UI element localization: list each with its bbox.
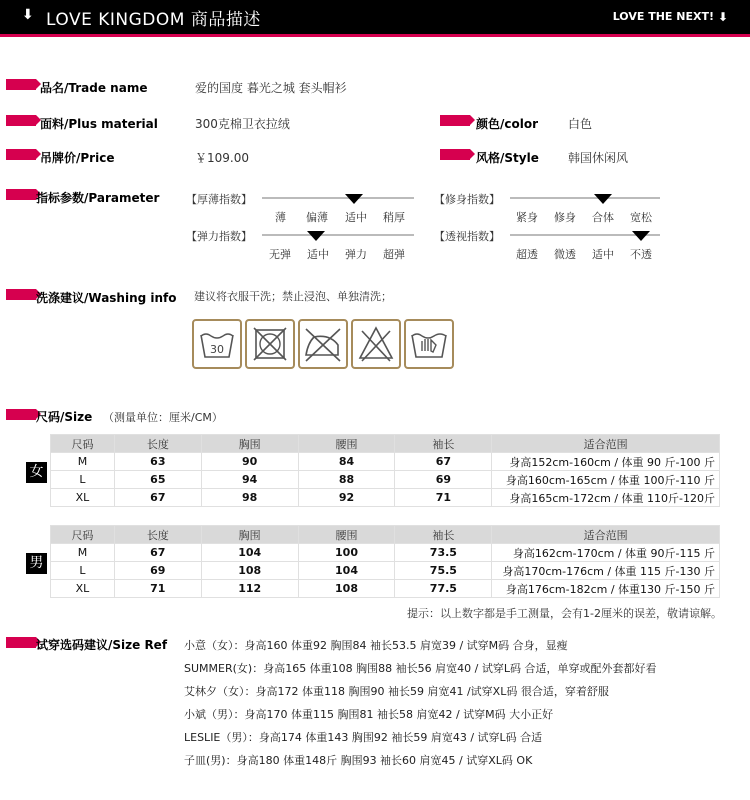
- waist-cell: 108: [298, 580, 395, 598]
- elasticity-opt: 弹力: [345, 248, 367, 261]
- fit-scale: [510, 197, 660, 199]
- elasticity-opt: 适中: [307, 248, 329, 261]
- header-slogan: LOVE THE NEXT!: [612, 10, 714, 23]
- fit-opt: 合体: [592, 211, 614, 224]
- size-cell: M: [51, 453, 115, 471]
- sleeve-cell: 75.5: [395, 562, 492, 580]
- thickness-opt: 适中: [345, 211, 367, 224]
- length-cell: 67: [114, 489, 201, 507]
- section-tag-icon: [6, 289, 36, 300]
- transparency-marker-icon: [632, 231, 650, 241]
- thickness-label: 【厚薄指数】: [186, 193, 252, 206]
- header-title: LOVE KINGDOM 商品描述: [46, 10, 261, 30]
- down-arrow-icon: ⬇: [22, 7, 34, 23]
- size-unit-note: （测量单位：厘米/CM）: [103, 411, 223, 424]
- length-cell: 63: [114, 453, 201, 471]
- chest-cell: 98: [201, 489, 298, 507]
- washing-label: 洗涤建议/Washing info: [36, 291, 177, 305]
- section-tag-icon: [6, 189, 36, 200]
- header-divider: [0, 34, 750, 37]
- parameter-label: 指标参数/Parameter: [36, 191, 160, 205]
- male-badge: 男: [26, 553, 47, 574]
- length-cell: 65: [114, 471, 201, 489]
- header-cell: 腰围: [298, 526, 395, 544]
- trade-name-label: 品名/Trade name: [40, 81, 148, 95]
- range-cell: 身高152cm-160cm / 体重 90 斤-100 斤: [492, 453, 720, 471]
- price-label: 吊牌价/Price: [40, 151, 115, 165]
- size-cell: XL: [51, 580, 115, 598]
- table-row: [51, 580, 720, 598]
- length-cell: 69: [114, 562, 201, 580]
- wash-temp-text: 30: [210, 343, 224, 356]
- size-cell: XL: [51, 489, 115, 507]
- fitting-line: LESLIE（男）：身高174 体重143 胸围92 袖长59 肩宽43 / 试穿L码 合适: [184, 731, 543, 744]
- fit-opt: 修身: [554, 211, 576, 224]
- fitting-line: 艾林夕（女）：身高172 体重118 胸围90 袖长59 肩宽41 /试穿XL码 很合适，穿着舒服: [184, 685, 609, 698]
- header-cell: 长度: [114, 435, 201, 453]
- chest-cell: 90: [201, 453, 298, 471]
- range-cell: 身高165cm-172cm / 体重 110斤-120斤: [492, 489, 720, 507]
- header-cell: 胸围: [201, 526, 298, 544]
- section-tag-icon: [6, 637, 36, 648]
- fit-marker-icon: [594, 194, 612, 204]
- range-cell: 身高170cm-176cm / 体重 115 斤-130 斤: [492, 562, 720, 580]
- no-iron-icon: [298, 319, 348, 369]
- waist-cell: 104: [298, 562, 395, 580]
- range-cell: 身高160cm-165cm / 体重 100斤-110 斤: [492, 471, 720, 489]
- color-value: 白色: [568, 117, 593, 131]
- thickness-scale: [262, 197, 414, 199]
- transparency-opt: 适中: [592, 248, 614, 261]
- table-row: [51, 453, 720, 471]
- price-value: ￥109.00: [195, 151, 249, 165]
- elasticity-marker-icon: [307, 231, 325, 241]
- section-tag-icon: [6, 79, 36, 90]
- hand-wash-icon: [404, 319, 454, 369]
- range-cell: 身高176cm-182cm / 体重130 斤-150 斤: [492, 580, 720, 598]
- female-size-table: [50, 434, 720, 507]
- header-cell: 适合范围: [492, 435, 720, 453]
- header-cell: 尺码: [51, 435, 115, 453]
- header-cell: 胸围: [201, 435, 298, 453]
- sleeve-cell: 73.5: [395, 544, 492, 562]
- header-cell: 腰围: [298, 435, 395, 453]
- section-tag-icon: [6, 149, 36, 160]
- sleeve-cell: 71: [395, 489, 492, 507]
- fit-label: 【修身指数】: [434, 193, 500, 206]
- section-tag-icon: [6, 409, 36, 420]
- elasticity-opt: 无弹: [269, 248, 291, 261]
- range-cell: 身高162cm-170cm / 体重 90斤-115 斤: [492, 544, 720, 562]
- size-label: 尺码/Size: [36, 410, 93, 424]
- table-row: [51, 489, 720, 507]
- thickness-opt: 偏薄: [306, 211, 328, 224]
- transparency-label: 【透视指数】: [434, 230, 500, 243]
- waist-cell: 88: [298, 471, 395, 489]
- chest-cell: 108: [201, 562, 298, 580]
- elasticity-scale: [262, 234, 414, 236]
- fitting-line: 小斌（男）：身高170 体重115 胸围81 袖长58 肩宽42 / 试穿M码 大小正好: [184, 708, 554, 721]
- size-tip: 提示：以上数字都是手工测量，会有1-2厘米的误差，敬请谅解。: [407, 607, 722, 620]
- table-row: [51, 544, 720, 562]
- male-size-table: [50, 525, 720, 598]
- thickness-opt: 稍厚: [383, 211, 405, 224]
- sleeve-cell: 77.5: [395, 580, 492, 598]
- length-cell: 71: [114, 580, 201, 598]
- color-label: 颜色/color: [476, 117, 539, 131]
- length-cell: 67: [114, 544, 201, 562]
- waist-cell: 84: [298, 453, 395, 471]
- fitting-line: SUMMER(女)：身高165 体重108 胸围88 袖长56 肩宽40 / 试穿L码 合适，单穿或配外套都好看: [184, 662, 657, 675]
- table-row: [51, 471, 720, 489]
- material-value: 300克棉卫衣拉绒: [195, 117, 290, 131]
- chest-cell: 112: [201, 580, 298, 598]
- no-bleach-icon: [351, 319, 401, 369]
- size-cell: L: [51, 562, 115, 580]
- chest-cell: 94: [201, 471, 298, 489]
- header-bar: [0, 0, 750, 34]
- fitting-line: 小意（女）：身高160 体重92 胸围84 袖长53.5 肩宽39 / 试穿M码 合身，显瘦: [184, 639, 568, 652]
- header-cell: 长度: [114, 526, 201, 544]
- elasticity-opt: 超弹: [383, 248, 405, 261]
- header-cell: 适合范围: [492, 526, 720, 544]
- trade-name-value: 爱的国度 暮光之城 套头帽衫: [195, 81, 347, 95]
- transparency-opt: 不透: [630, 248, 652, 261]
- section-tag-icon: [440, 115, 470, 126]
- table-header-row: [51, 526, 720, 544]
- fitting-label: 试穿选码建议/Size Ref: [36, 638, 168, 652]
- waist-cell: 92: [298, 489, 395, 507]
- down-arrow-icon-right: ⬇: [717, 10, 728, 24]
- sleeve-cell: 67: [395, 453, 492, 471]
- material-label: 面料/Plus material: [40, 117, 158, 131]
- female-badge: 女: [26, 462, 47, 483]
- transparency-opt: 超透: [516, 248, 538, 261]
- thickness-marker-icon: [345, 194, 363, 204]
- no-tumble-dry-icon: [245, 319, 295, 369]
- size-cell: L: [51, 471, 115, 489]
- style-label: 风格/Style: [476, 151, 539, 165]
- thickness-opt: 薄: [275, 211, 286, 224]
- section-tag-icon: [440, 149, 470, 160]
- fit-opt: 宽松: [630, 211, 652, 224]
- transparency-opt: 微透: [554, 248, 576, 261]
- table-header-row: [51, 435, 720, 453]
- section-tag-icon: [6, 115, 36, 126]
- fitting-line: 子皿(男)：身高180 体重148斤 胸围93 袖长60 肩宽45 / 试穿XL码 OK: [184, 754, 533, 767]
- header-cell: 袖长: [395, 435, 492, 453]
- washing-text: 建议将衣服干洗；禁止浸泡、单独清洗；: [194, 290, 392, 303]
- fit-opt: 紧身: [516, 211, 538, 224]
- sleeve-cell: 69: [395, 471, 492, 489]
- style-value: 韩国休闲风: [568, 151, 629, 165]
- table-row: [51, 562, 720, 580]
- header-cell: 尺码: [51, 526, 115, 544]
- size-cell: M: [51, 544, 115, 562]
- waist-cell: 100: [298, 544, 395, 562]
- wash-30-icon: [192, 319, 242, 369]
- header-cell: 袖长: [395, 526, 492, 544]
- chest-cell: 104: [201, 544, 298, 562]
- elasticity-label: 【弹力指数】: [186, 230, 252, 243]
